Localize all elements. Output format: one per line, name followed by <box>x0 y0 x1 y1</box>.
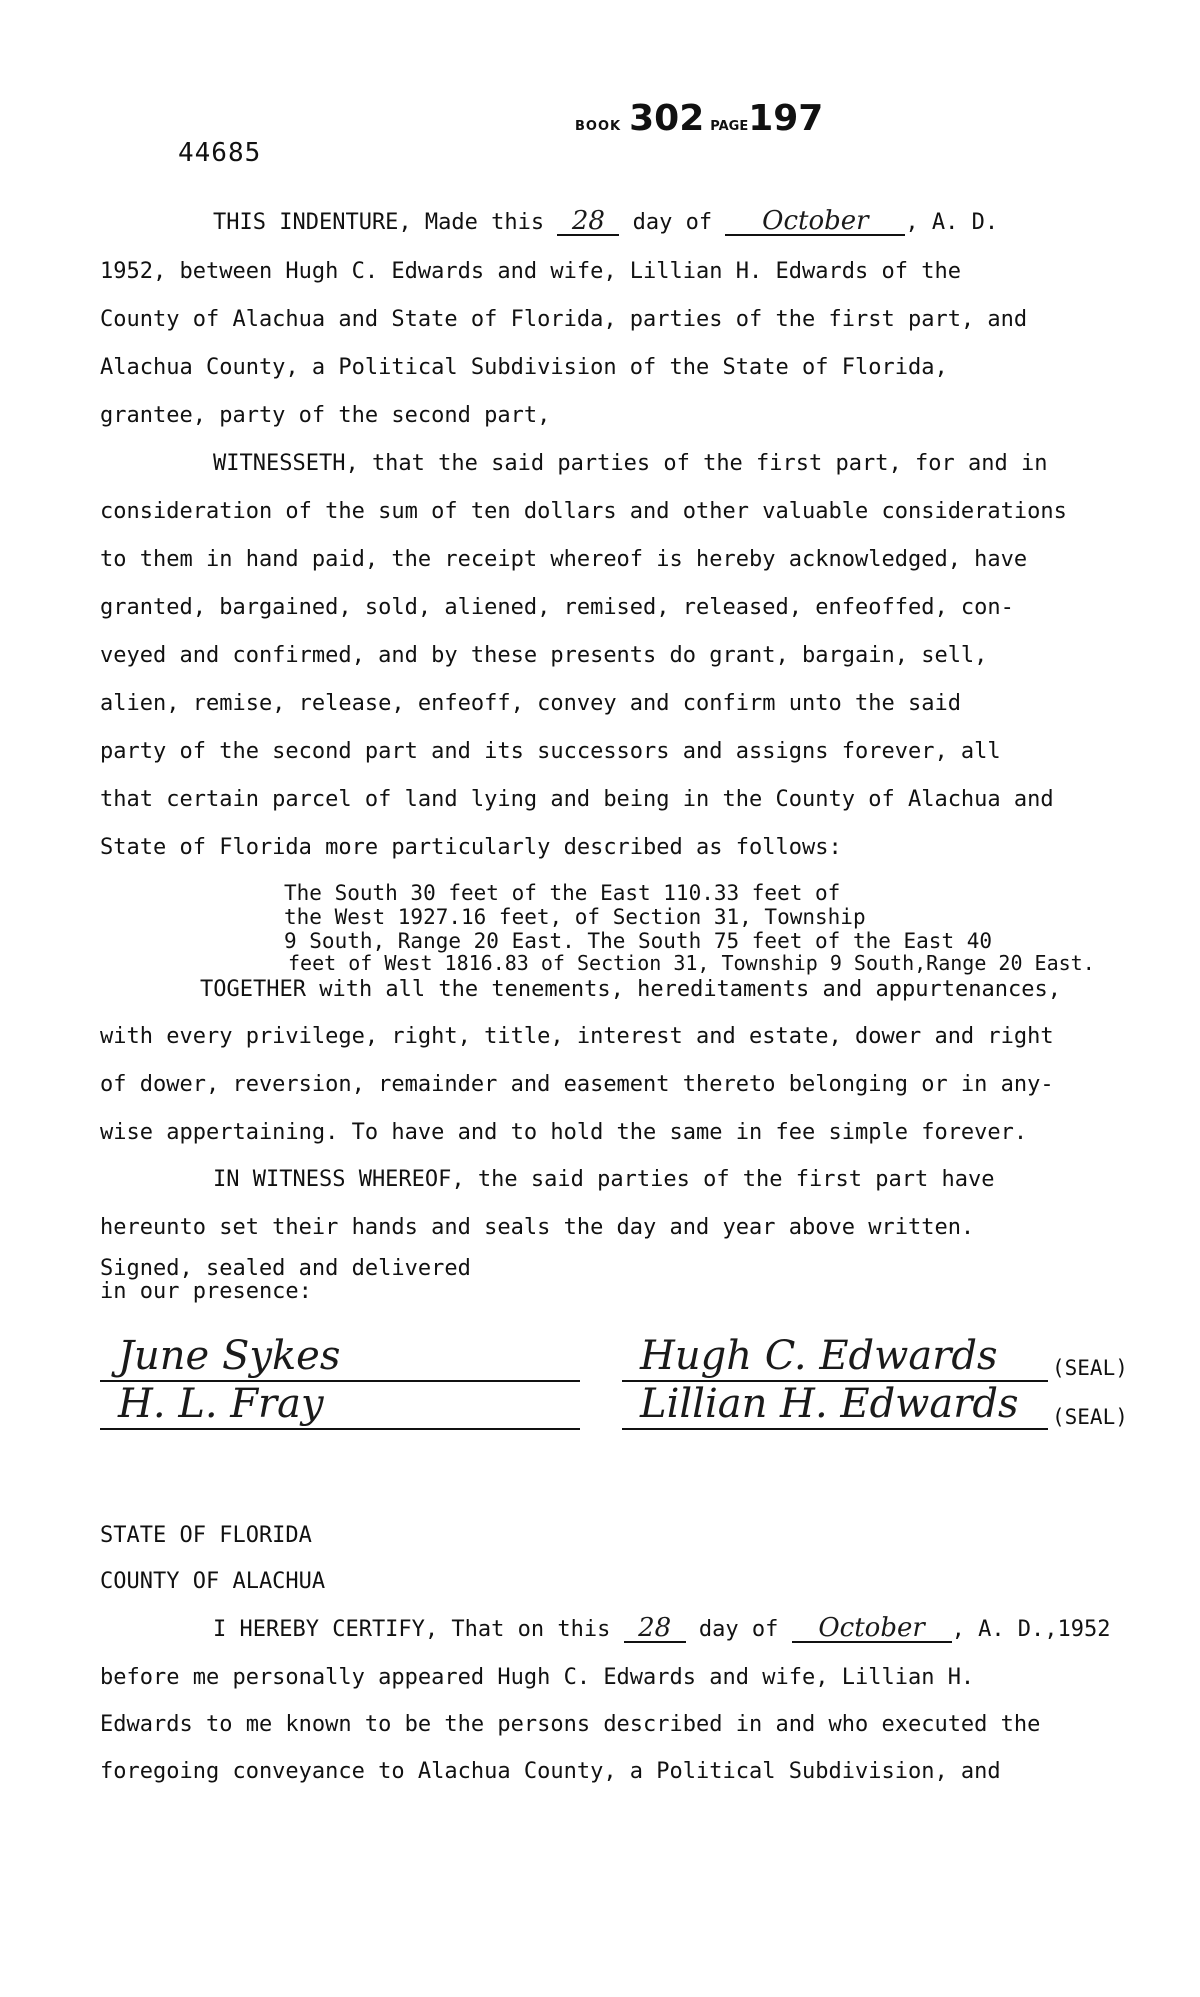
book-number: 302 <box>629 98 705 139</box>
witnesseth-line: that certain parcel of land lying and being in the County of Alachua and <box>100 787 1054 812</box>
signed-line: Signed, sealed and delivered <box>100 1256 471 1281</box>
month-fill: October <box>725 208 905 236</box>
indenture-text: THIS INDENTURE, Made this <box>213 210 558 235</box>
together-line: with every privilege, right, title, interest and estate, dower and right <box>100 1024 1054 1049</box>
seal-label: (SEAL) <box>1052 1405 1128 1429</box>
indenture-line-3: County of Alachua and State of Florida, parties of the first part, and <box>100 307 1028 332</box>
witnesseth-line: to them in hand paid, the receipt whereof is hereby acknowledged, have <box>100 547 1028 572</box>
seal-label: (SEAL) <box>1052 1356 1128 1380</box>
book-page-stamp <box>575 98 823 139</box>
indenture-text: , A. D. <box>905 210 999 235</box>
indenture-line-4: Alachua County, a Political Subdivision of the State of Florida, <box>100 355 948 380</box>
grantor-signature-1: Hugh C. Edwards <box>622 1336 1048 1382</box>
certify-text: , A. D.,1952 <box>951 1617 1111 1642</box>
witness-signature-2: H. L. Fray <box>100 1384 580 1430</box>
legal-description-line: The South 30 feet of the East 110.33 feet of <box>284 881 841 905</box>
page-number: 197 <box>748 98 824 139</box>
day-fill: 28 <box>624 1615 686 1643</box>
legal-description-line: feet of West 1816.83 of Section 31, Township 9 South,Range 20 East. <box>288 951 1095 975</box>
witnesseth-line: party of the second part and its successors and assigns forever, all <box>100 739 1001 764</box>
signed-line: in our presence: <box>100 1279 312 1304</box>
grantor-signature-2: Lillian H. Edwards <box>622 1384 1048 1430</box>
state-heading: STATE OF FLORIDA <box>100 1523 312 1548</box>
day-fill: 28 <box>557 208 619 236</box>
acknowledgment-line: foregoing conveyance to Alachua County, a Political Subdivision, and <box>100 1759 1001 1784</box>
indenture-line-5: grantee, party of the second part, <box>100 403 551 428</box>
in-witness-line: hereunto set their hands and seals the day and year above written. <box>100 1215 975 1240</box>
witnesseth-line: consideration of the sum of ten dollars and other valuable considerations <box>100 499 1067 524</box>
certify-text: day of <box>685 1617 792 1642</box>
witnesseth-line: WITNESSETH, that the said parties of the first part, for and in <box>213 451 1048 476</box>
witnesseth-line: granted, bargained, sold, aliened, remised, released, enfeoffed, con- <box>100 595 1014 620</box>
together-line: wise appertaining. To have and to hold the same in fee simple forever. <box>100 1120 1028 1145</box>
acknowledgment-line: before me personally appeared Hugh C. Edwards and wife, Lillian H. <box>100 1665 975 1690</box>
indenture-line-2: 1952, between Hugh C. Edwards and wife, Lillian H. Edwards of the <box>100 259 961 284</box>
acknowledgment-line: Edwards to me known to be the persons described in and who executed the <box>100 1712 1041 1737</box>
book-label: BOOK <box>575 119 622 134</box>
certify-text: I HEREBY CERTIFY, That on this <box>213 1617 624 1642</box>
county-heading: COUNTY OF ALACHUA <box>100 1569 326 1594</box>
together-line: of dower, reversion, remainder and easement thereto belonging or in any- <box>100 1072 1054 1097</box>
month-fill: October <box>792 1615 952 1643</box>
witnesseth-line: State of Florida more particularly described as follows: <box>100 835 842 860</box>
indenture-line-1 <box>213 208 998 238</box>
page-label: PAGE <box>710 119 749 134</box>
legal-description-line: the West 1927.16 feet, of Section 31, Township <box>284 905 866 929</box>
document-number: 44685 <box>178 138 262 168</box>
legal-description-line: 9 South, Range 20 East. The South 75 feet of the East 40 <box>284 929 993 953</box>
witnesseth-line: veyed and confirmed, and by these presents do grant, bargain, sell, <box>100 643 988 668</box>
witnesseth-line: alien, remise, release, enfeoff, convey and confirm unto the said <box>100 691 961 716</box>
witness-signature-1: June Sykes <box>100 1336 580 1382</box>
together-line: TOGETHER with all the tenements, hereditaments and appurtenances, <box>200 977 1061 1002</box>
certify-line <box>213 1615 1111 1645</box>
in-witness-line: IN WITNESS WHEREOF, the said parties of the first part have <box>213 1167 995 1192</box>
indenture-text: day of <box>619 210 726 235</box>
